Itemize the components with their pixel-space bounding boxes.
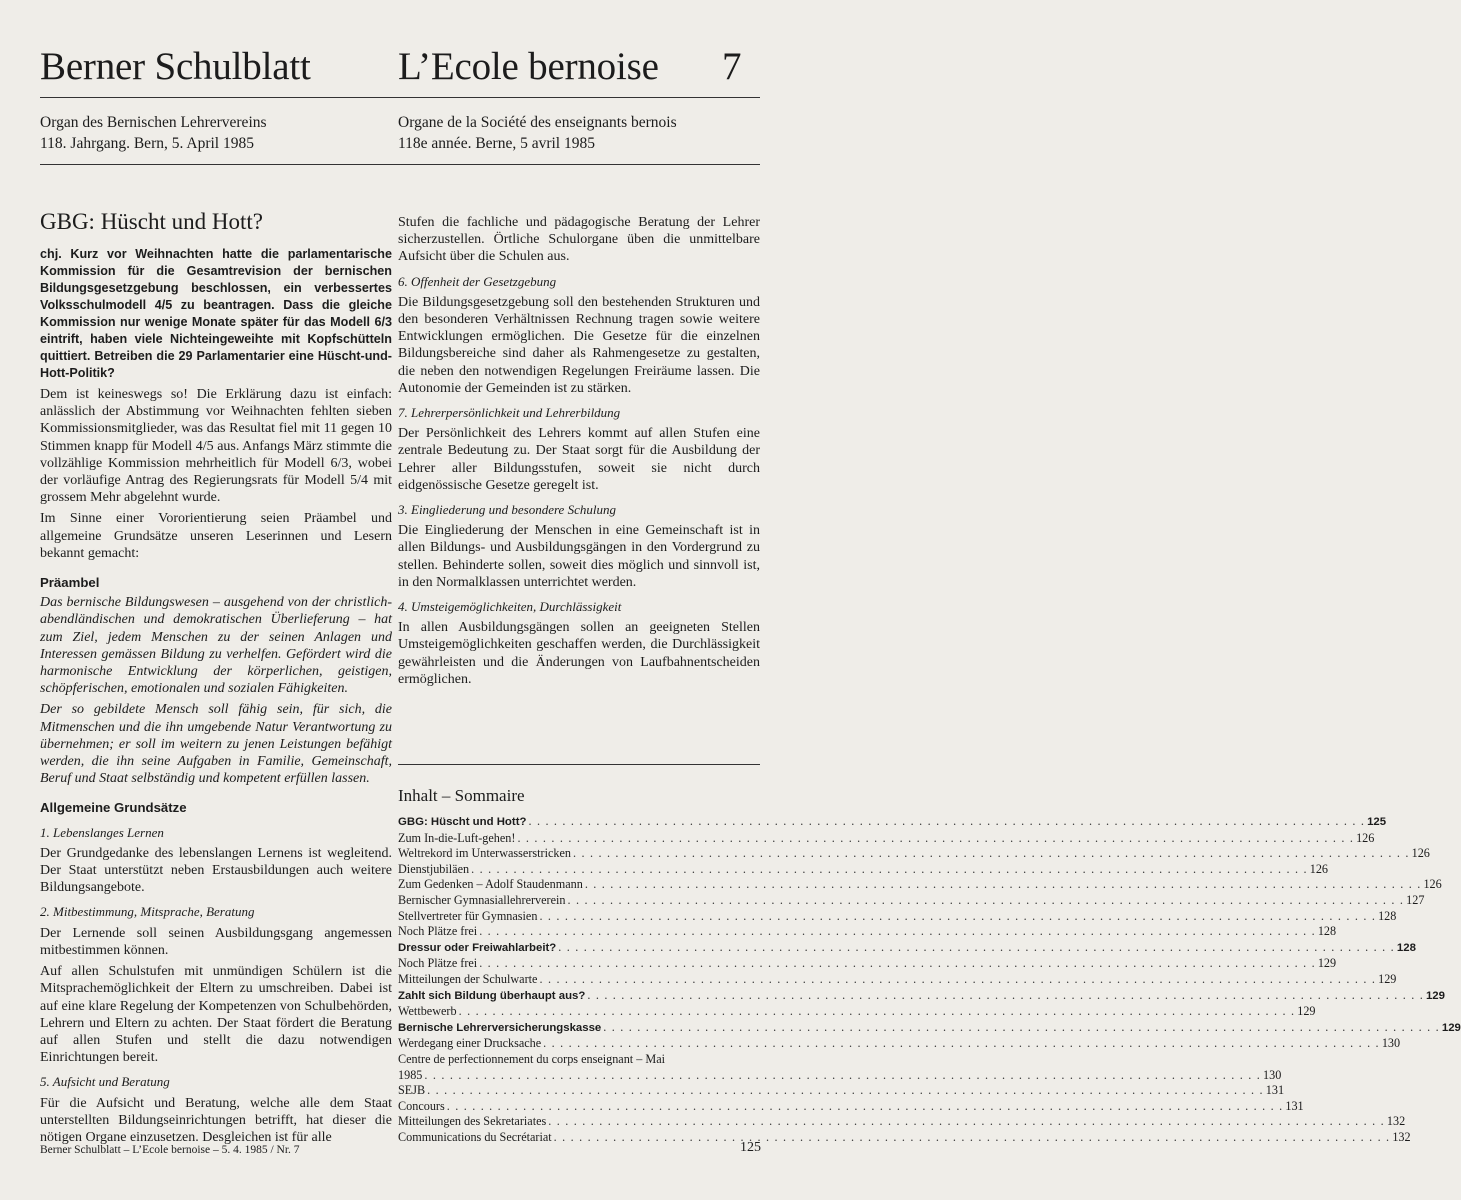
principle-2-text: Der Lernende soll seinen Ausbildungsgang angemessen mitbestimmen können. [40, 925, 392, 958]
list-item[interactable] [398, 1129, 1411, 1146]
principle-3-title: 3. Eingliederung und besondere Schulung [398, 502, 616, 518]
preamble-heading: Präambel [40, 575, 100, 591]
contents-leader-dots [585, 988, 1426, 1004]
principle-2-title: 2. Mitbestimmung, Mitsprache, Beratung [40, 904, 255, 920]
contents-leader-dots [515, 831, 1356, 847]
contents-list [398, 814, 1461, 1052]
contents-entry-page: 130 [1263, 1067, 1282, 1082]
masthead-title-fr: L’Ecole bernoise [398, 45, 659, 88]
subhead-fr-line1: Organe de la Société des enseignants bernois [398, 114, 677, 131]
list-item[interactable] [398, 1067, 1282, 1084]
list-item[interactable] [398, 908, 1397, 925]
principle-6-text: Die Bildungsgesetzgebung soll den bestehenden Strukturen und den besonderen Verhältnissen Rechnung tragen sowie weitere Entwicklungen ermöglichen. Die Gesetze für die einzelnen Bildungsbereiche sind daher als Rahmengesetze zu gestalten, die neben den notwendigen Regelungen Freiräume lassen. Die Autonomie der Gemeinden ist zu stärken. [398, 294, 760, 396]
contents-entry-title: GBG: Hüscht und Hott? [398, 816, 527, 828]
contents-leader-dots [571, 846, 1412, 862]
principle-5-text: Für die Aufsicht und Beratung, welche alle dem Staat unterstellten Bildungseinrichtungen betrifft, hat dieser die nötigen Organe einzusetzen. Desgleichen ist für alle [40, 1095, 392, 1145]
contents-entry-title: Bernische Lehrerversicherungskasse [398, 1021, 602, 1034]
contents-entry-page: 125 [1367, 816, 1387, 828]
contents-entry-title: Werdegang einer Drucksache [398, 1036, 542, 1051]
contents-entry-page: 126 [1309, 861, 1328, 876]
contents-leader-dots [457, 1004, 1298, 1020]
contents-entry-page: 126 [1411, 846, 1430, 861]
contents-entry-page: 132 [1386, 1114, 1406, 1129]
contents-leader-dots [445, 1099, 1286, 1115]
principle-1-text: Der Grundgedanke des lebenslangen Lernens ist wegleitend. Der Staat unterstützt neben Erstausbildungen auch weitere Bildungsangebote. [40, 845, 392, 896]
contents-entry-title: Noch Plätze frei [398, 924, 478, 939]
footer-page-number: 125 [740, 1140, 761, 1155]
subhead-de [40, 112, 390, 154]
contents-leader-dots [541, 1036, 1382, 1052]
contents-leader-dots [546, 1114, 1387, 1130]
contents-entry-page: 128 [1396, 941, 1416, 954]
contents-entry-page: 127 [1406, 892, 1425, 907]
contents-leader-dots [552, 1130, 1393, 1146]
list-item[interactable] [398, 846, 1430, 862]
contents-entry-title: Zum Gedenken – Adolf Staudenmann [398, 877, 583, 892]
list-item[interactable] [398, 956, 1337, 972]
contents-entry-title: Concours [398, 1098, 445, 1113]
subhead-fr-line2: 118e année. Berne, 5 avril 1985 [398, 135, 595, 152]
contents-entry-page: 131 [1265, 1083, 1285, 1098]
principle-3-text: Die Eingliederung der Menschen in eine Gemeinschaft ist in allen Bildungs- und Ausbildungsgängen in den Vordergrund zu stellen. Behinderte sollen, soweit dies möglich und sinnvoll ist, in den Normalklassen unterrichtet werden. [398, 523, 760, 590]
contents-leader-dots [526, 814, 1367, 830]
contents-leader-dots [601, 1020, 1442, 1036]
contents-entry-title: SEJB [398, 1083, 426, 1098]
list-item[interactable] [398, 1052, 760, 1068]
list-item[interactable] [398, 988, 1445, 1005]
contents-entry-page: 129 [1425, 989, 1445, 1002]
contents-entry-page: 132 [1392, 1129, 1411, 1144]
contents-entry-title: Noch Plätze frei [398, 956, 478, 971]
subhead-de-line2: 118. Jahrgang. Bern, 5. April 1985 [40, 135, 254, 152]
contents-entry-title: Mitteilungen der Schulwarte [398, 971, 538, 986]
contents-leader-dots [583, 877, 1424, 893]
contents-leader-dots [422, 1068, 1263, 1084]
contents-leader-dots [425, 1083, 1266, 1099]
contents-entry-page: 129 [1317, 956, 1337, 971]
table-of-contents [398, 786, 1461, 1145]
footer-text: Berner Schulblatt – L’Ecole bernoise – 5. 4. 1985 / Nr. 7 [40, 1144, 300, 1156]
contents-leader-dots [556, 940, 1397, 956]
list-item[interactable] [398, 814, 1387, 831]
contents-leader-dots [469, 862, 1310, 878]
contents-entry-title: Bernischer Gymnasiallehrerverein [398, 892, 566, 907]
principle-5-continued: Stufen die fachliche und pädagogische Beratung der Lehrer sicherzustellen. Örtliche Schulorgane üben die unmittelbare Aufsicht über die Schulen aus. [398, 215, 760, 265]
contents-entry-title: Stellvertreter für Gymnasien [398, 908, 538, 923]
issue-number: 7 [722, 45, 742, 88]
contents-list-continued [398, 1083, 1411, 1145]
list-item[interactable] [398, 971, 1397, 988]
masthead-title-de: Berner Schulblatt [40, 45, 311, 88]
right-column [398, 214, 760, 692]
list-item[interactable] [398, 1098, 1304, 1115]
contents-entry-page: 126 [1356, 830, 1375, 845]
list-item[interactable] [398, 861, 1328, 878]
contents-rule [398, 764, 760, 765]
principle-2-text: Auf allen Schulstufen mit unmündigen Schülern ist die Mitsprachemöglichkeit der Eltern zu umschreiben. Dabei ist auf eine klare Regelung der Kompetenzen von Schulbehörden, Lehrern und Eltern zu achten. Der Staat fördert die Beratung auf allen Stufen und stellt die dazu notwendigen Einrichtungen bereit. [40, 964, 392, 1066]
list-item[interactable] [398, 877, 1442, 893]
list-item[interactable] [398, 1036, 1401, 1052]
list-item[interactable] [398, 1083, 1285, 1099]
masthead-rule [40, 97, 760, 98]
contents-leader-dots [537, 909, 1378, 925]
left-column [40, 208, 392, 1150]
principle-6-title: 6. Offenheit der Gesetzgebung [398, 273, 557, 289]
contents-entry-page: 130 [1381, 1036, 1401, 1051]
contents-entry-title: Weltrekord im Unterwasserstricken [398, 846, 571, 861]
contents-entry-title: Centre de perfectionnement du corps enseignant – Mai [398, 1051, 666, 1066]
contents-entry-title: Zahlt sich Bildung überhaupt aus? [398, 989, 586, 1002]
contents-entry-page: 128 [1378, 908, 1397, 923]
principle-4-title: 4. Umsteigemöglichkeiten, Durchlässigkeit [398, 599, 622, 615]
contents-entry-title: Wettbewerb [398, 1004, 457, 1019]
contents-list-centre [398, 1051, 1282, 1083]
principle-4-text: In allen Ausbildungsgängen sollen an geeigneten Stellen Umsteigemöglichkeiten geschaffen werden, die Durchlässigkeit gewährleisten und die Änderungen von Laufbahnentscheiden ermöglichen. [398, 620, 760, 687]
principles-heading: Allgemeine Grundsätze [40, 800, 187, 816]
principle-1-title: 1. Lebenslanges Lernen [40, 824, 164, 840]
list-item[interactable] [398, 924, 1337, 940]
principle-7-title: 7. Lehrerpersönlichkeit und Lehrerbildung [398, 405, 621, 421]
principle-5-title: 5. Aufsicht und Beratung [40, 1074, 170, 1090]
list-item[interactable] [398, 1114, 1406, 1130]
contents-leader-dots [477, 924, 1318, 940]
article-lead: chj. Kurz vor Weihnachten hatte die parlamentarische Kommission für die Gesamtrevision der bernischen Bildungsgesetzgebung beschlossen, ein verbessertes Volksschulmodell 4/5 zu beantragen. Dass die gleiche Kommission nur wenige Monate später für das Modell 6/3 eintrift, haben viele Nichteingeweihte mit Kopfschütteln quittiert. Betreiben die 29 Parlamentarier eine Hüscht-und-Hott-Politik? [40, 247, 392, 380]
subhead-fr [398, 112, 760, 154]
list-item[interactable] [398, 892, 1425, 909]
list-item[interactable] [398, 830, 1375, 847]
article-paragraph: Dem ist keineswegs so! Die Erklärung dazu ist einfach: anlässlich der Abstimmung vor Weihnachten fehlten sieben Kommissionsmitglieder, was das Resultat fiel mit 11 gegen 10 Stimmen knapp für Modell 4/5 aus. Anfangs März stimmte die vollzählige Kommission mehrheitlich für Modell 6/3, wobei der vorläufige Antrag des Regierungsrats für Modell 5/4 mit grossem Mehr abgelehnt wurde. [40, 387, 392, 506]
contents-entry-title: Dienstjubiläen [398, 861, 470, 876]
contents-entry-page: 126 [1423, 877, 1442, 892]
contents-entry-page: 129 [1441, 1021, 1461, 1034]
contents-entry-page: 129 [1297, 1004, 1316, 1019]
preamble-paragraph: Der so gebildete Mensch soll fähig sein, für sich, die Mitmenschen und die ihn umgebende Natur Verantwortung zu übernehmen; er soll im weitern zu jenen Leistungen befähigt werden, die ihn seine Aufgaben in Familie, Gemeinschaft, Beruf und Staat selbständig und kompetent erfüllen lassen. [40, 702, 392, 787]
contents-entry-title: Communications du Secrétariat [398, 1129, 552, 1144]
contents-leader-dots [537, 972, 1378, 988]
contents-leader-dots [477, 956, 1318, 972]
contents-entry-title: Dressur oder Freiwahlarbeit? [398, 941, 557, 954]
contents-entry-page: 129 [1378, 971, 1397, 986]
contents-heading: Inhalt – Sommaire [398, 786, 525, 805]
contents-entry-title: 1985 [398, 1067, 423, 1082]
contents-entry-title: Zum In-die-Luft-gehen! [398, 830, 516, 845]
list-item[interactable] [398, 940, 1416, 957]
list-item[interactable] [398, 1020, 1461, 1037]
subhead-de-line1: Organ des Bernischen Lehrervereins [40, 114, 267, 131]
article-paragraph: Im Sinne einer Vororientierung seien Präambel und allgemeine Grundsätze unseren Leserinnen und Lesern bekannt gemacht: [40, 511, 392, 561]
contents-entry-page: 128 [1317, 924, 1337, 939]
contents-leader-dots [566, 893, 1407, 909]
contents-entry-title: Mitteilungen des Sekretariates [398, 1114, 547, 1129]
principle-7-text: Der Persönlichkeit des Lehrers kommt auf allen Stufen eine zentrale Bedeutung zu. Der Staat sorgt für die Ausbildung der Lehrer aller Bildungsstufen, soweit sie nicht durch eidgenössische Gesetze geregelt ist. [398, 426, 760, 493]
article-title: GBG: Hüscht und Hott? [40, 209, 263, 234]
subhead-rule [40, 164, 760, 165]
list-item[interactable] [398, 1004, 1316, 1020]
contents-entry-page: 131 [1285, 1098, 1304, 1113]
preamble-paragraph: Das bernische Bildungswesen – ausgehend von der christlich-abendländischen und demokratischen Überlieferung – hat zum Ziel, jedem Menschen zu der seinen Anlagen und Interessen gemässen Bildung zu verhelfen. Gefördert wird die harmonische Entwicklung der körperlichen, geistigen, schöpferischen, emotionalen und sozialen Fähigkeiten. [40, 595, 392, 697]
